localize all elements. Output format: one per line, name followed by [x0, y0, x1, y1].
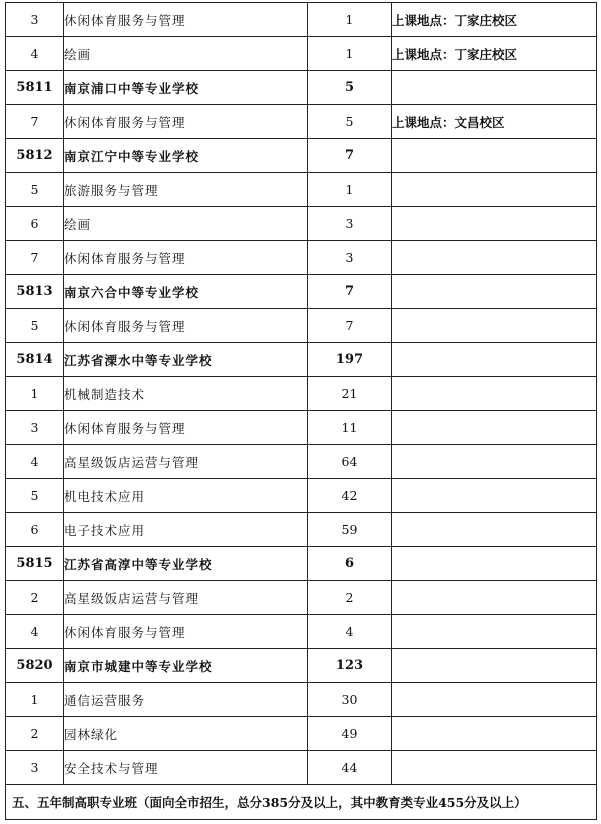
note-cell [392, 275, 597, 309]
code-cell: 5815 [6, 547, 64, 581]
school-name-cell: 南京六合中等专业学校 [64, 275, 308, 309]
major-row [6, 207, 597, 241]
major-row [6, 37, 597, 71]
enrollment-table [5, 2, 597, 820]
code-cell: 7 [6, 105, 64, 139]
code-cell: 2 [6, 581, 64, 615]
major-name-cell: 电子技术应用 [64, 513, 308, 547]
code-cell: 1 [6, 683, 64, 717]
major-row [6, 445, 597, 479]
school-name-cell: 南京市城建中等专业学校 [64, 649, 308, 683]
major-name-cell: 休闲体育服务与管理 [64, 3, 308, 37]
count-cell: 123 [308, 649, 392, 683]
count-cell: 1 [308, 173, 392, 207]
count-cell: 44 [308, 751, 392, 785]
code-cell: 5811 [6, 71, 64, 105]
note-cell: 上课地点：丁家庄校区 [392, 37, 597, 71]
count-cell: 7 [308, 139, 392, 173]
code-cell: 1 [6, 377, 64, 411]
major-row [6, 581, 597, 615]
note-cell [392, 71, 597, 105]
note-cell [392, 207, 597, 241]
school-row [6, 139, 597, 173]
school-row [6, 275, 597, 309]
count-cell: 1 [308, 37, 392, 71]
count-cell: 3 [308, 241, 392, 275]
major-name-cell: 通信运营服务 [64, 683, 308, 717]
school-name-cell: 南京江宁中等专业学校 [64, 139, 308, 173]
count-cell: 30 [308, 683, 392, 717]
note-cell [392, 547, 597, 581]
count-cell: 5 [308, 71, 392, 105]
major-name-cell: 休闲体育服务与管理 [64, 309, 308, 343]
code-cell: 3 [6, 751, 64, 785]
code-cell: 5 [6, 479, 64, 513]
major-name-cell: 机械制造技术 [64, 377, 308, 411]
code-cell: 6 [6, 513, 64, 547]
note-cell [392, 139, 597, 173]
code-cell: 2 [6, 717, 64, 751]
count-cell: 21 [308, 377, 392, 411]
major-name-cell: 绘画 [64, 37, 308, 71]
code-cell: 3 [6, 3, 64, 37]
school-name-cell: 南京浦口中等专业学校 [64, 71, 308, 105]
count-cell: 49 [308, 717, 392, 751]
major-name-cell: 休闲体育服务与管理 [64, 241, 308, 275]
note-cell [392, 445, 597, 479]
note-cell [392, 411, 597, 445]
major-row [6, 309, 597, 343]
major-name-cell: 高星级饭店运营与管理 [64, 445, 308, 479]
school-row [6, 649, 597, 683]
major-name-cell: 高星级饭店运营与管理 [64, 581, 308, 615]
major-name-cell: 休闲体育服务与管理 [64, 615, 308, 649]
note-cell [392, 683, 597, 717]
major-row [6, 717, 597, 751]
note-cell: 上课地点：丁家庄校区 [392, 3, 597, 37]
major-row [6, 479, 597, 513]
note-cell [392, 751, 597, 785]
major-row [6, 3, 597, 37]
major-row [6, 615, 597, 649]
code-cell: 5813 [6, 275, 64, 309]
major-row [6, 411, 597, 445]
section-heading: 五、五年制高职专业班（面向全市招生，总分385分及以上，其中教育类专业455分及以上） [6, 785, 597, 820]
major-row [6, 513, 597, 547]
school-name-cell: 江苏省高淳中等专业学校 [64, 547, 308, 581]
major-row [6, 683, 597, 717]
major-row [6, 105, 597, 139]
major-row [6, 241, 597, 275]
major-name-cell: 安全技术与管理 [64, 751, 308, 785]
code-cell: 5814 [6, 343, 64, 377]
school-row [6, 71, 597, 105]
count-cell: 7 [308, 275, 392, 309]
note-cell [392, 513, 597, 547]
count-cell: 6 [308, 547, 392, 581]
code-cell: 4 [6, 445, 64, 479]
code-cell: 5812 [6, 139, 64, 173]
count-cell: 59 [308, 513, 392, 547]
code-cell: 5 [6, 309, 64, 343]
note-cell [392, 717, 597, 751]
count-cell: 1 [308, 3, 392, 37]
note-cell [392, 649, 597, 683]
note-cell [392, 479, 597, 513]
note-cell [392, 377, 597, 411]
count-cell: 42 [308, 479, 392, 513]
note-cell [392, 173, 597, 207]
count-cell: 5 [308, 105, 392, 139]
major-name-cell: 旅游服务与管理 [64, 173, 308, 207]
code-cell: 4 [6, 615, 64, 649]
major-row [6, 173, 597, 207]
code-cell: 7 [6, 241, 64, 275]
major-name-cell: 休闲体育服务与管理 [64, 105, 308, 139]
major-row [6, 751, 597, 785]
code-cell: 5820 [6, 649, 64, 683]
count-cell: 4 [308, 615, 392, 649]
count-cell: 11 [308, 411, 392, 445]
note-cell [392, 309, 597, 343]
note-cell [392, 343, 597, 377]
note-cell: 上课地点：文昌校区 [392, 105, 597, 139]
note-cell [392, 241, 597, 275]
major-name-cell: 机电技术应用 [64, 479, 308, 513]
code-cell: 6 [6, 207, 64, 241]
note-cell [392, 615, 597, 649]
count-cell: 7 [308, 309, 392, 343]
count-cell: 2 [308, 581, 392, 615]
code-cell: 4 [6, 37, 64, 71]
major-name-cell: 园林绿化 [64, 717, 308, 751]
major-name-cell: 绘画 [64, 207, 308, 241]
code-cell: 3 [6, 411, 64, 445]
count-cell: 3 [308, 207, 392, 241]
major-row [6, 377, 597, 411]
section-heading-row [6, 785, 597, 820]
note-cell [392, 581, 597, 615]
school-row [6, 547, 597, 581]
school-row [6, 343, 597, 377]
count-cell: 64 [308, 445, 392, 479]
count-cell: 197 [308, 343, 392, 377]
table-body [6, 3, 597, 820]
school-name-cell: 江苏省溧水中等专业学校 [64, 343, 308, 377]
code-cell: 5 [6, 173, 64, 207]
major-name-cell: 休闲体育服务与管理 [64, 411, 308, 445]
